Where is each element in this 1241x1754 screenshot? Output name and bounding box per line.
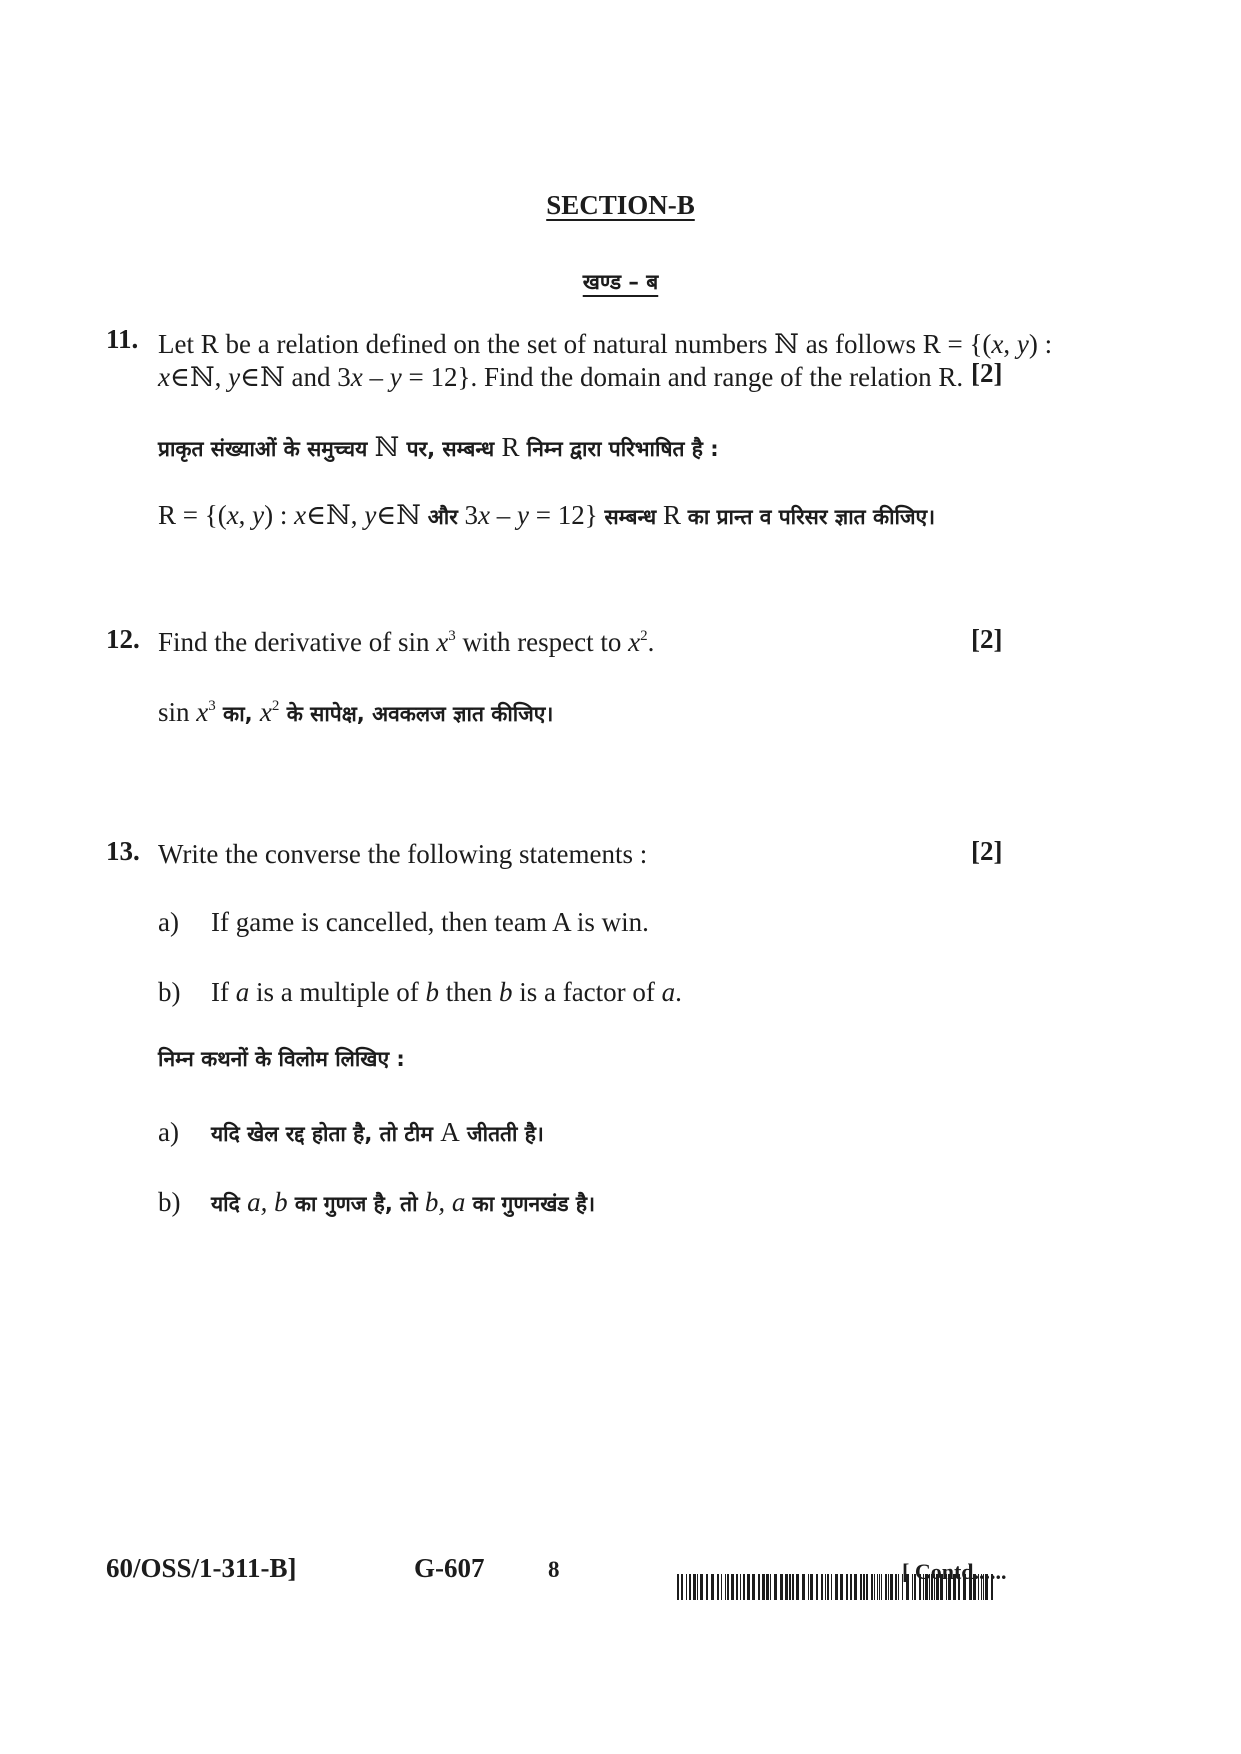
question-13-hindi: निम्न कथनों के विलोम लिखिए : [158,1047,405,1071]
question-11-text-line2: x∈ℕ, y∈ℕ and 3x – y = 12}. Find the domain and range of the relation R. [158,362,964,392]
question-12-marks: [2] [971,624,1003,654]
hindi-option-a-label: a) [158,1117,179,1147]
question-12-text: Find the derivative of $\sin x^3$ with respect to $x^2$. [158,627,655,657]
question-11-hindi-line2: R = {(x, y) : x∈ℕ, y∈ℕ और 3x – y = 12} सम्बन्ध R का प्रान्त व परिसर ज्ञात कीजिए। [158,500,936,530]
footer-page-number: 8 [548,1557,560,1582]
option-b-label: b) [158,977,181,1007]
section-heading-hindi: खण्ड – ब [582,270,659,294]
question-11-hindi-line1: प्राकृत संख्याओं के समुच्चय ℕ पर, सम्बन्ध R निम्न द्वारा परिभाषित है : [158,432,719,462]
question-11-marks: [2] [971,358,1003,388]
hindi-option-b-label: b) [158,1187,181,1217]
hindi-option-b-text: यदि a, b का गुणज है, तो b, a का गुणनखंड है। [211,1187,596,1217]
footer-contd: [ Contd...... [902,1559,1007,1584]
footer-series: G-607 [414,1553,485,1583]
option-a-text: If game is cancelled, then team A is win. [211,907,649,937]
option-b-text: If a is a multiple of b then b is a factor of a. [211,977,682,1007]
question-number-12: 12. [106,624,140,654]
question-12-hindi: $\sin x^3$ का, $x^2$ के सापेक्ष, अवकलज ज्ञात कीजिए। [158,697,554,727]
question-13-text: Write the converse the following statements : [158,839,648,869]
question-13-marks: [2] [971,836,1003,866]
question-number-13: 13. [106,836,140,866]
question-number-11: 11. [106,324,139,354]
hindi-option-a-text: यदि खेल रद्द होता है, तो टीम A जीतती है। [211,1117,544,1147]
question-11-text-line1: Let R be a relation defined on the set of natural numbers ℕ as follows R = {(x, y) : [158,329,1053,359]
footer-paper-code: 60/OSS/1-311-B] [106,1553,297,1583]
option-a-label: a) [158,907,179,937]
section-heading: SECTION-B [546,190,695,220]
